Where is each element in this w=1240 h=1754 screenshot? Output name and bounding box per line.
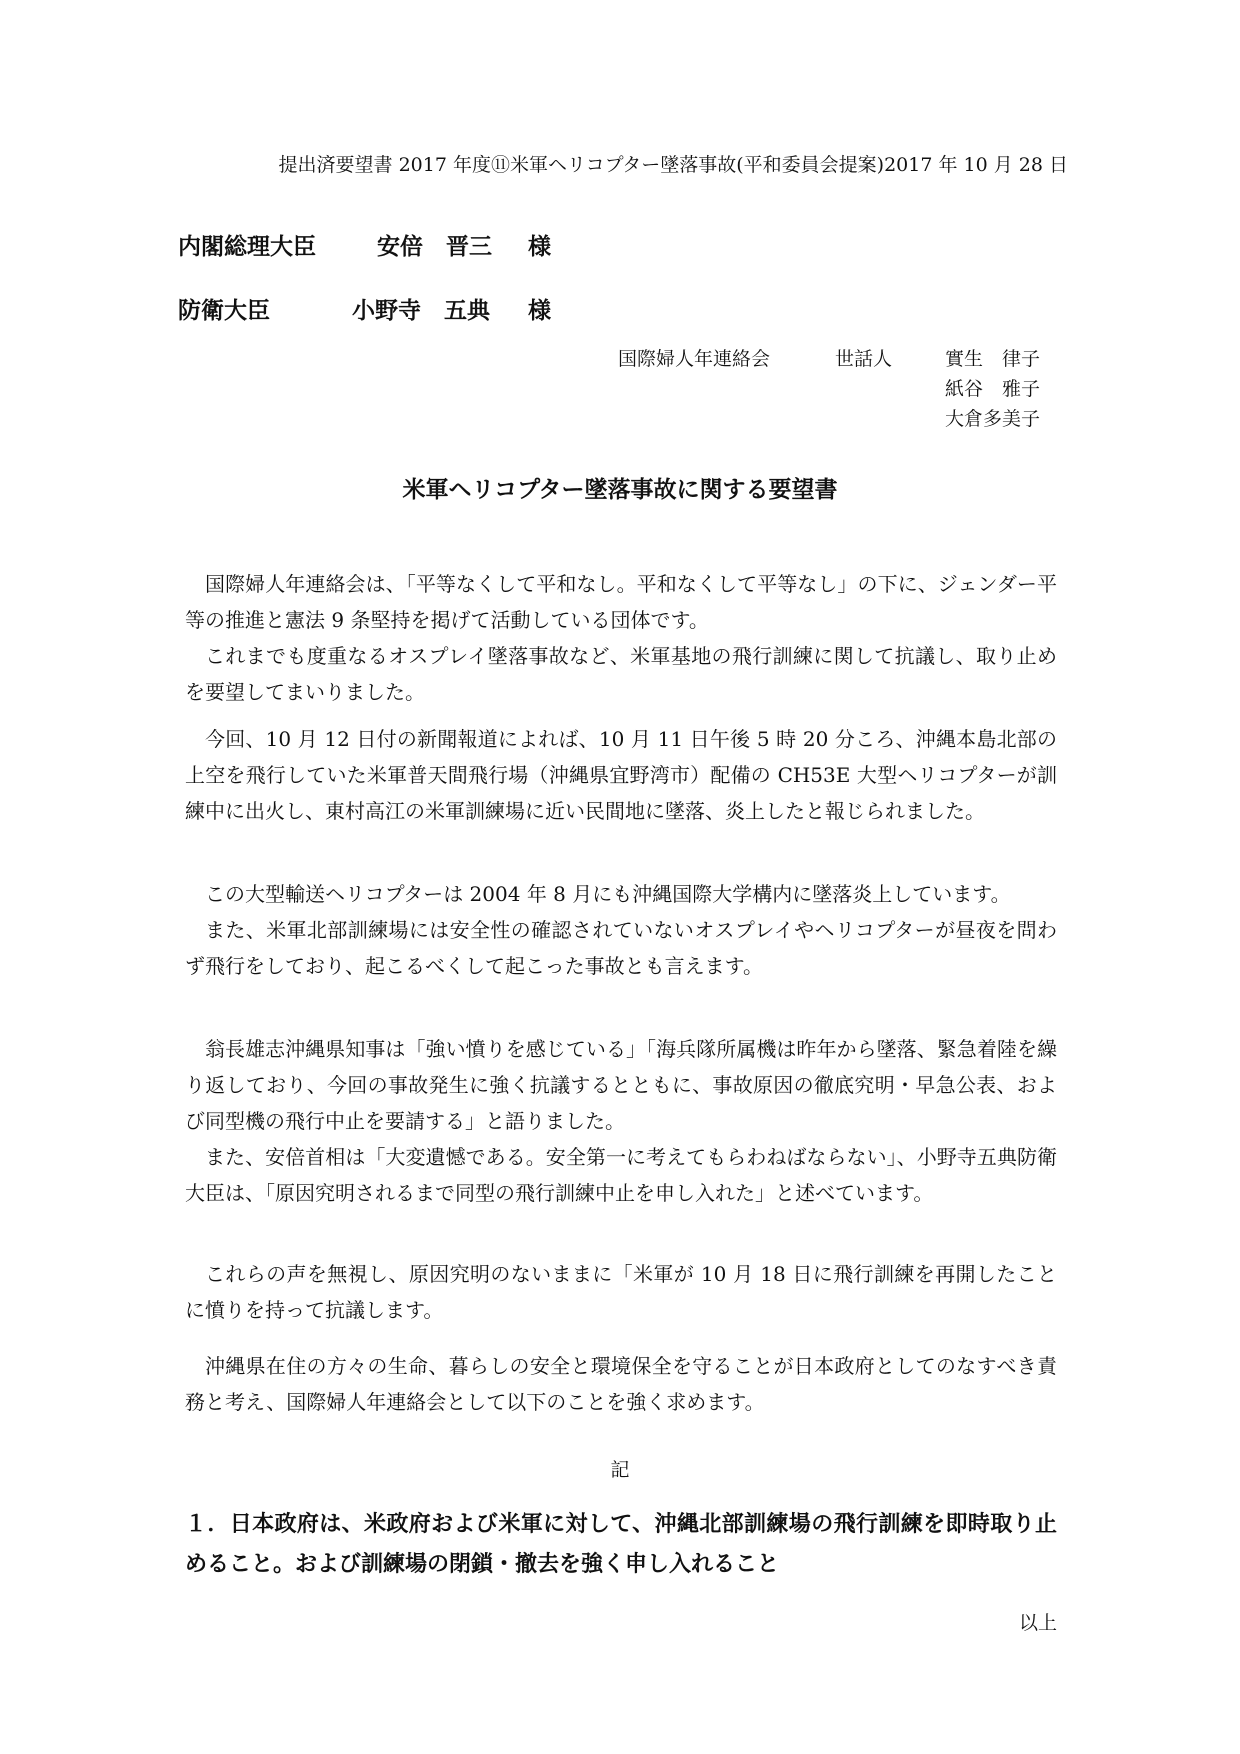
addressee-honorific: 様	[528, 297, 551, 324]
document-title: 米軍ヘリコプター墜落事故に関する要望書	[402, 476, 838, 503]
body-paragraph: これらの声を無視し、原因究明のないままに「米軍が 10 月 18 日に飛行訓練を再開したことに憤りを持って抗議します。	[185, 1262, 1057, 1322]
addressee-title: 内閣総理大臣	[178, 233, 316, 260]
sender-name: 實生 律子	[945, 348, 1041, 370]
body-section-6	[185, 1348, 1057, 1420]
body-paragraph: これまでも度重なるオスプレイ墜落事故など、米軍基地の飛行訓練に関して抗議し、取り止めを要望してまいりました。	[185, 644, 1057, 704]
addressee-honorific: 様	[528, 233, 551, 260]
body-section-5	[185, 1256, 1057, 1328]
body-section-2	[185, 721, 1057, 829]
demand-item-1: １．日本政府は、米政府および米軍に対して、沖縄北部訓練場の飛行訓練を即時取り止めること。および訓練場の閉鎖・撤去を強く申し入れること	[185, 1511, 1057, 1577]
body-section-4	[185, 1031, 1057, 1211]
addressee-name: 安倍 晋三	[377, 233, 492, 260]
ki-marker: 記	[610, 1459, 630, 1481]
body-paragraph: 翁長雄志沖縄県知事は「強い憤りを感じている」「海兵隊所属機は昨年から墜落、緊急着陸を繰り返しており、今回の事故発生に強く抗議するとともに、事故原因の徹底究明・早急公表、および同型機の飛行中止を要請する」と語りました。	[185, 1037, 1057, 1133]
sender-name: 大倉多美子	[945, 408, 1041, 430]
body-paragraph: 国際婦人年連絡会は、「平等なくして平和なし。平和なくして平等なし」の下に、ジェンダー平等の推進と憲法 9 条堅持を掲げて活動している団体です。	[185, 572, 1057, 632]
sender-org: 国際婦人年連絡会	[618, 348, 771, 370]
body-paragraph: また、安倍首相は「大変遺憾である。安全第一に考えてもらわねばならない」、小野寺五典防衛大臣は、「原因究明されるまで同型の飛行訓練中止を申し入れた」と述べています。	[185, 1145, 1057, 1205]
body-paragraph: この大型輸送ヘリコプターは 2004 年 8 月にも沖縄国際大学構内に墜落炎上しています。	[205, 882, 1011, 906]
sender-role: 世話人	[835, 348, 893, 370]
addressee-name: 小野寺 五典	[352, 297, 490, 324]
body-paragraph: 今回、10 月 12 日付の新聞報道によれば、10 月 11 日午後 5 時 20 分ころ、沖縄本島北部の上空を飛行していた米軍普天間飛行場（沖縄県宜野湾市）配備の CH53E 大型ヘリコプターが訓練中に出火し、東村高江の米軍訓練場に近い民間地に墜落、炎上したと報じられました。	[185, 727, 1057, 823]
document-header: 提出済要望書 2017 年度⑪米軍ヘリコプター墜落事故(平和委員会提案)2017 年 10 月 28 日	[278, 154, 1068, 176]
sender-name: 紙谷 雅子	[945, 378, 1041, 400]
body-section-3	[185, 876, 1057, 984]
body-section-1	[185, 566, 1057, 710]
body-paragraph: また、米軍北部訓練場には安全性の確認されていないオスプレイやヘリコプターが昼夜を問わず飛行をしており、起こるべくして起こった事故とも言えます。	[185, 918, 1057, 978]
closing-text: 以上	[1018, 1612, 1057, 1634]
addressee-title: 防衛大臣	[178, 297, 270, 324]
body-paragraph: 沖縄県在住の方々の生命、暮らしの安全と環境保全を守ることが日本政府としてのなすべき責務と考え、国際婦人年連絡会として以下のことを強く求めます。	[185, 1354, 1057, 1414]
